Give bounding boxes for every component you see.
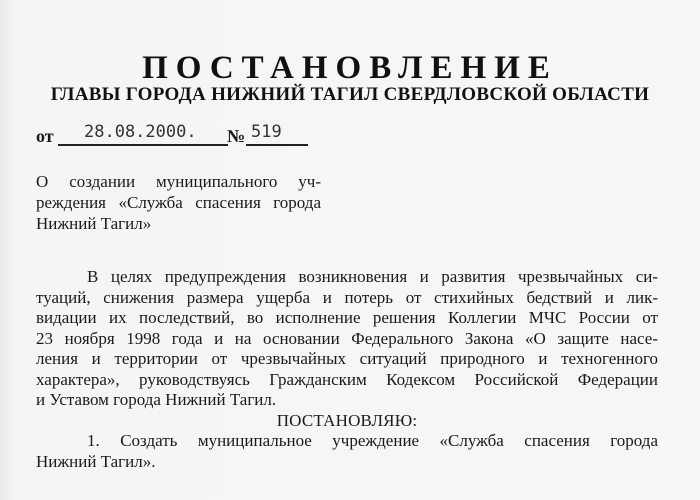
- date-label: от: [36, 126, 54, 146]
- number-value: 519: [251, 122, 282, 142]
- resolve-heading: ПОСТАНОВЛЯЮ:: [276, 410, 418, 430]
- body-text: [36, 267, 658, 472]
- document-subtitle: ГЛАВЫ ГОРОДА НИЖНИЙ ТАГИЛ СВЕРДЛОВСКОЙ ОБЛАСТИ: [50, 84, 650, 105]
- subject-line: реждения «Служба спасения города: [36, 193, 321, 212]
- document-title: ПОСТАНОВЛЕНИЕ: [142, 50, 558, 86]
- subject-line: Нижний Тагил»: [36, 214, 152, 233]
- item-1-line: Нижний Тагил».: [36, 451, 156, 471]
- body-line: и Уставом города Нижний Тагил.: [36, 390, 277, 409]
- subject-block: [36, 171, 321, 234]
- number-label: №: [227, 126, 246, 146]
- body-line: видации их последствий, во исполнение решения Коллегии МЧС России от: [36, 308, 658, 327]
- body-line: ления и территории от чрезвычайных ситуаций природного и техногенного: [36, 349, 658, 368]
- date-number-row: [36, 120, 336, 150]
- date-value: 28.08.2000.: [84, 122, 197, 142]
- body-line: 23 ноября 1998 года и на основании Федерального Закона «О защите насе-: [36, 328, 658, 348]
- body-line: туаций, снижения размера ущерба и потерь от стихийных бедствий и лик-: [36, 287, 658, 307]
- number-underline: [246, 144, 308, 146]
- body-line: В целях предупреждения возникновения и развития чрезвычайных си-: [87, 267, 658, 286]
- item-1-line: 1. Создать муниципальное учреждение «Служба спасения города: [87, 431, 658, 450]
- body-line: характера», руководствуясь Гражданским Кодексом Российской Федерации: [36, 369, 658, 389]
- date-underline: [58, 144, 228, 146]
- subject-line: О создании муниципального уч-: [36, 172, 321, 191]
